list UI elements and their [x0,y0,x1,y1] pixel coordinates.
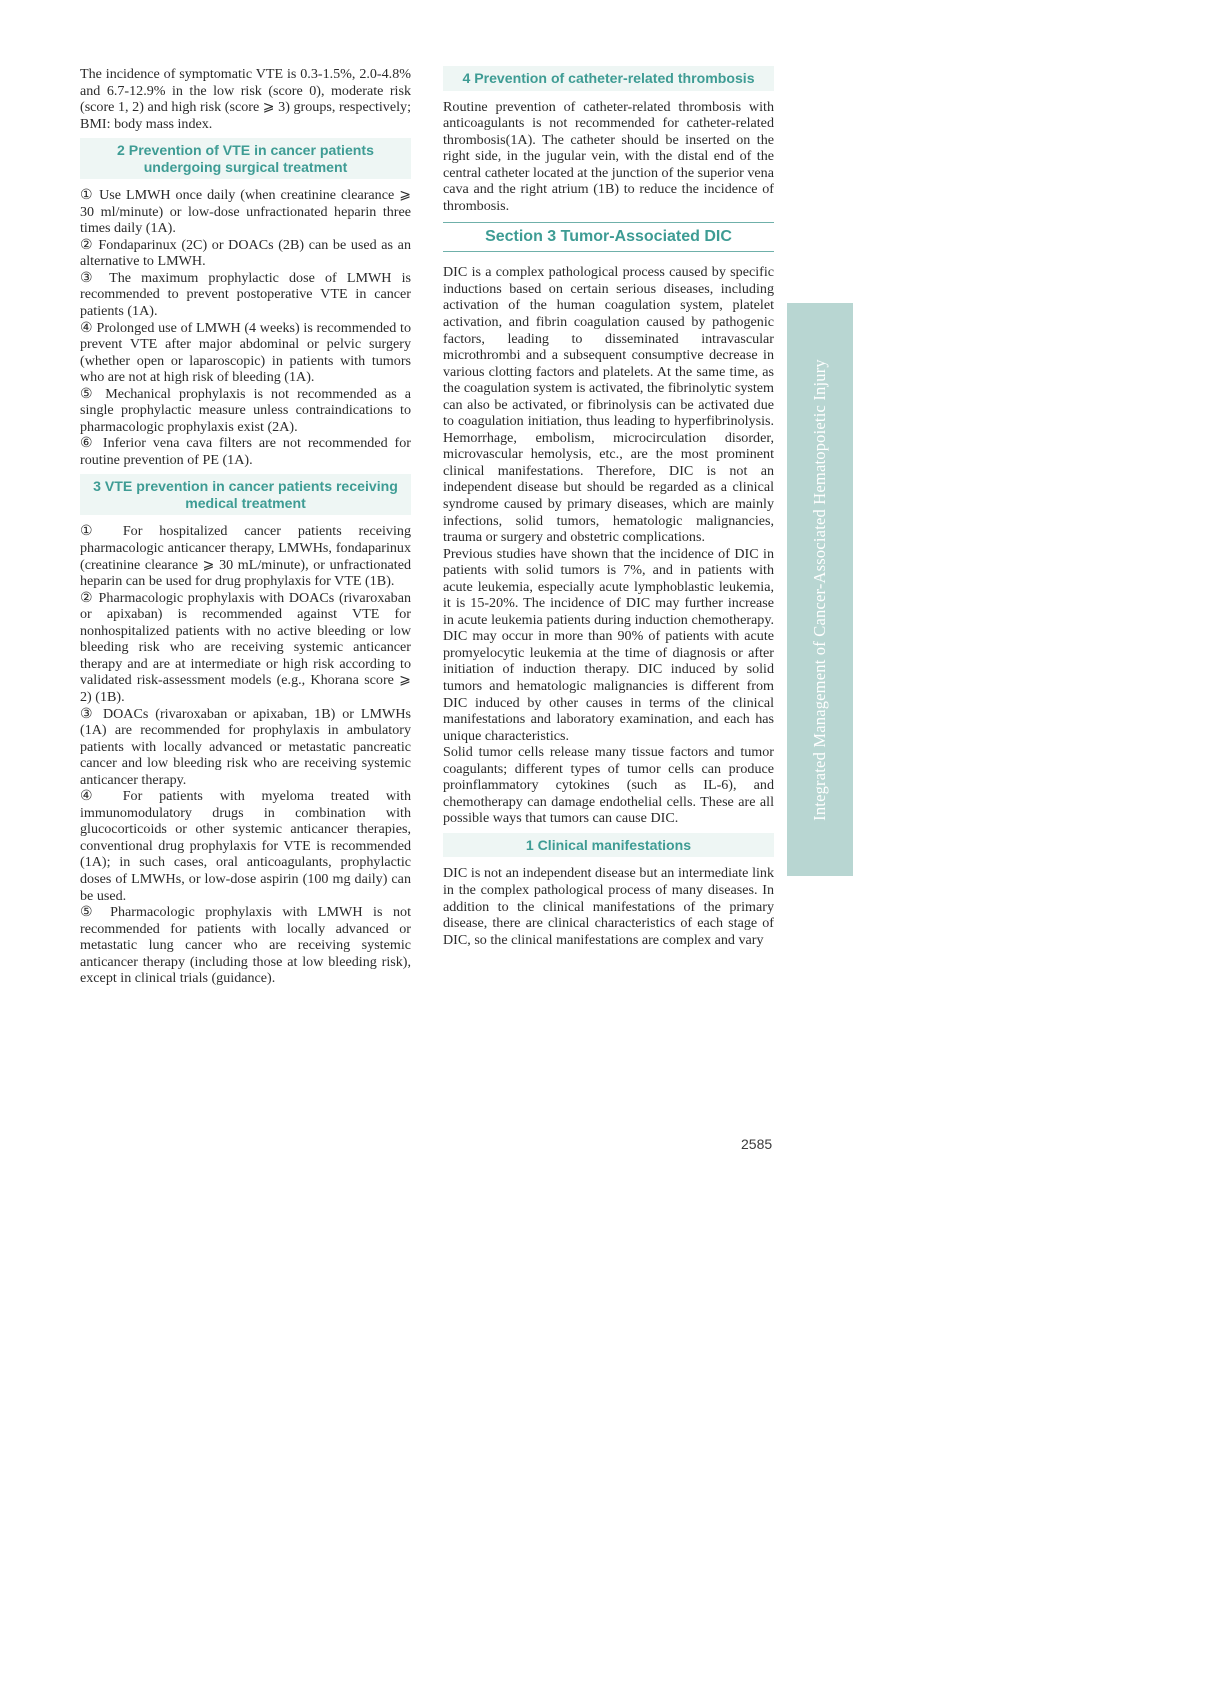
list-item: ① For hospitalized cancer patients receiving pharmacologic anticancer therapy, LMWHs, fondaparinux (creatinine clearance ⩾ 30 mL/minute), or unfractionated heparin can be used for drug prophylaxis for VTE (1B). [80,523,411,590]
side-tab [787,303,853,876]
side-tab-label: Integrated Management of Cancer-Associated Hematopoietic Injury [810,358,829,821]
catheter-paragraph: Routine prevention of catheter-related thrombosis with anticoagulants is not recommended for catheter-related thrombosis(1A). The catheter should be inserted on the right side, in the jugular vein, with the distal end of the central catheter located at the junction of the superior vena cava and the right atrium (1B) to reduce the incidence of thrombosis. [443,98,774,214]
dic-paragraph: DIC is a complex pathological process caused by specific inductions based on certain serious diseases, including activation of the human coagulation system, platelet activation, and fibrin coagulation caused by pathogenic factors, leading to disseminated intravascular microthrombi and a subsequent consumptive decrease in various clotting factors and platelets. At the same time, as the coagulation system is activated, the fibrinolytic system can also be activated, or fibrinolysis can be activated due to coagulation initiation, thus leading to hyperfibrinolysis. Hemorrhage, embolism, microcirculation disorder, microvascular hemolysis, etc., are the most prominent clinical manifestations. Therefore, DIC is not an independent disease but should be regarded as a clinical syndrome caused by primary diseases, which are mainly infections, solid tumors, hematologic malignancies, trauma or surgery and obstetric complications. [443,264,774,546]
subsection-title-clinical: 1 Clinical manifestations [443,833,774,858]
list-item: ④ For patients with myeloma treated with immunomodulatory drugs in combination with glucocorticoids or other systemic anticancer therapies, conventional drug prophylaxis for VTE is recommended (1A); in such cases, oral anticoagulants, prophylactic doses of LMWHs, or low-dose aspirin (100 mg daily) can be used. [80,788,411,904]
list-item: ⑤ Mechanical prophylaxis is not recommended as a single prophylactic measure unless contraindications to pharmacologic prophylaxis exist (2A). [80,385,411,435]
intro-paragraph: The incidence of symptomatic VTE is 0.3-1.5%, 2.0-4.8% and 6.7-12.9% in the low risk (score 0), moderate risk (score 1, 2) and high risk (score ⩾ 3) groups, respectively; BMI: body mass index. [80,66,411,132]
list-item: ② Pharmacologic prophylaxis with DOACs (rivaroxaban or apixaban) is recommended against VTE for nonhospitalized patients with no active bleeding or low bleeding risk who are receiving systemic anticancer therapy and are at intermediate or high risk according to validated risk-assessment models (e.g., Khorana score ⩾ 2) (1B). [80,589,411,705]
dic-paragraph: Previous studies have shown that the incidence of DIC in patients with solid tumors is 7%, and in patients with acute leukemia, especially acute lymphoblastic leukemia, it is 15-20%. The incidence of DIC may further increase in acute leukemia patients during induction chemotherapy. DIC may occur in more than 90% of patients with acute promyelocytic leukemia at the time of diagnosis or after initiation of induction therapy. DIC induced by solid tumors and hematologic malignancies is different from DIC induced by other causes in terms of the clinical manifestations and laboratory examination, and each has unique characteristics. [443,545,774,744]
left-column [80,66,411,987]
list-item: ⑥ Inferior vena cava filters are not recommended for routine prevention of PE (1A). [80,435,411,468]
right-column [443,66,774,948]
list-item: ⑤ Pharmacologic prophylaxis with LMWH is not recommended for patients with locally advanced or metastatic lung cancer who are receiving systemic anticancer therapy (including those at low bleeding risk), except in clinical trials (guidance). [80,904,411,987]
list-item: ④ Prolonged use of LMWH (4 weeks) is recommended to prevent VTE after major abdominal or pelvic surgery (whether open or laparoscopic) in patients with tumors who are not at high risk of bleeding (1A). [80,319,411,386]
clinical-paragraph: DIC is not an independent disease but an intermediate link in the complex pathological process of many diseases. In addition to the clinical manifestations of the primary disease, there are clinical characteristics of each stage of DIC, so the clinical manifestations are complex and vary [443,865,774,948]
subsection-title-medical: 3 VTE prevention in cancer patients receiving medical treatment [80,474,411,515]
list-item: ③ The maximum prophylactic dose of LMWH is recommended to prevent postoperative VTE in cancer patients (1A). [80,269,411,320]
list-item: ③ DOACs (rivaroxaban or apixaban, 1B) or LMWHs (1A) are recommended for prophylaxis in ambulatory patients with locally advanced or metastatic pancreatic cancer and low bleeding risk who are receiving systemic anticancer therapy. [80,705,411,788]
list-item: ② Fondaparinux (2C) or DOACs (2B) can be used as an alternative to LMWH. [80,236,411,270]
subsection-title-surgical: 2 Prevention of VTE in cancer patients undergoing surgical treatment [80,138,411,179]
section-title-dic: Section 3 Tumor-Associated DIC [443,222,774,252]
page-number: 2585 [741,1136,773,1152]
subsection-title-catheter: 4 Prevention of catheter-related thrombosis [443,66,774,91]
dic-paragraph: Solid tumor cells release many tissue factors and tumor coagulants; different types of tumor cells can produce proinflammatory cytokines (such as IL-6), and chemotherapy can damage endothelial cells. These are all possible ways that tumors can cause DIC. [443,744,774,827]
list-item: ① Use LMWH once daily (when creatinine clearance ⩾ 30 ml/minute) or low-dose unfractionated heparin three times daily (1A). [80,187,411,237]
